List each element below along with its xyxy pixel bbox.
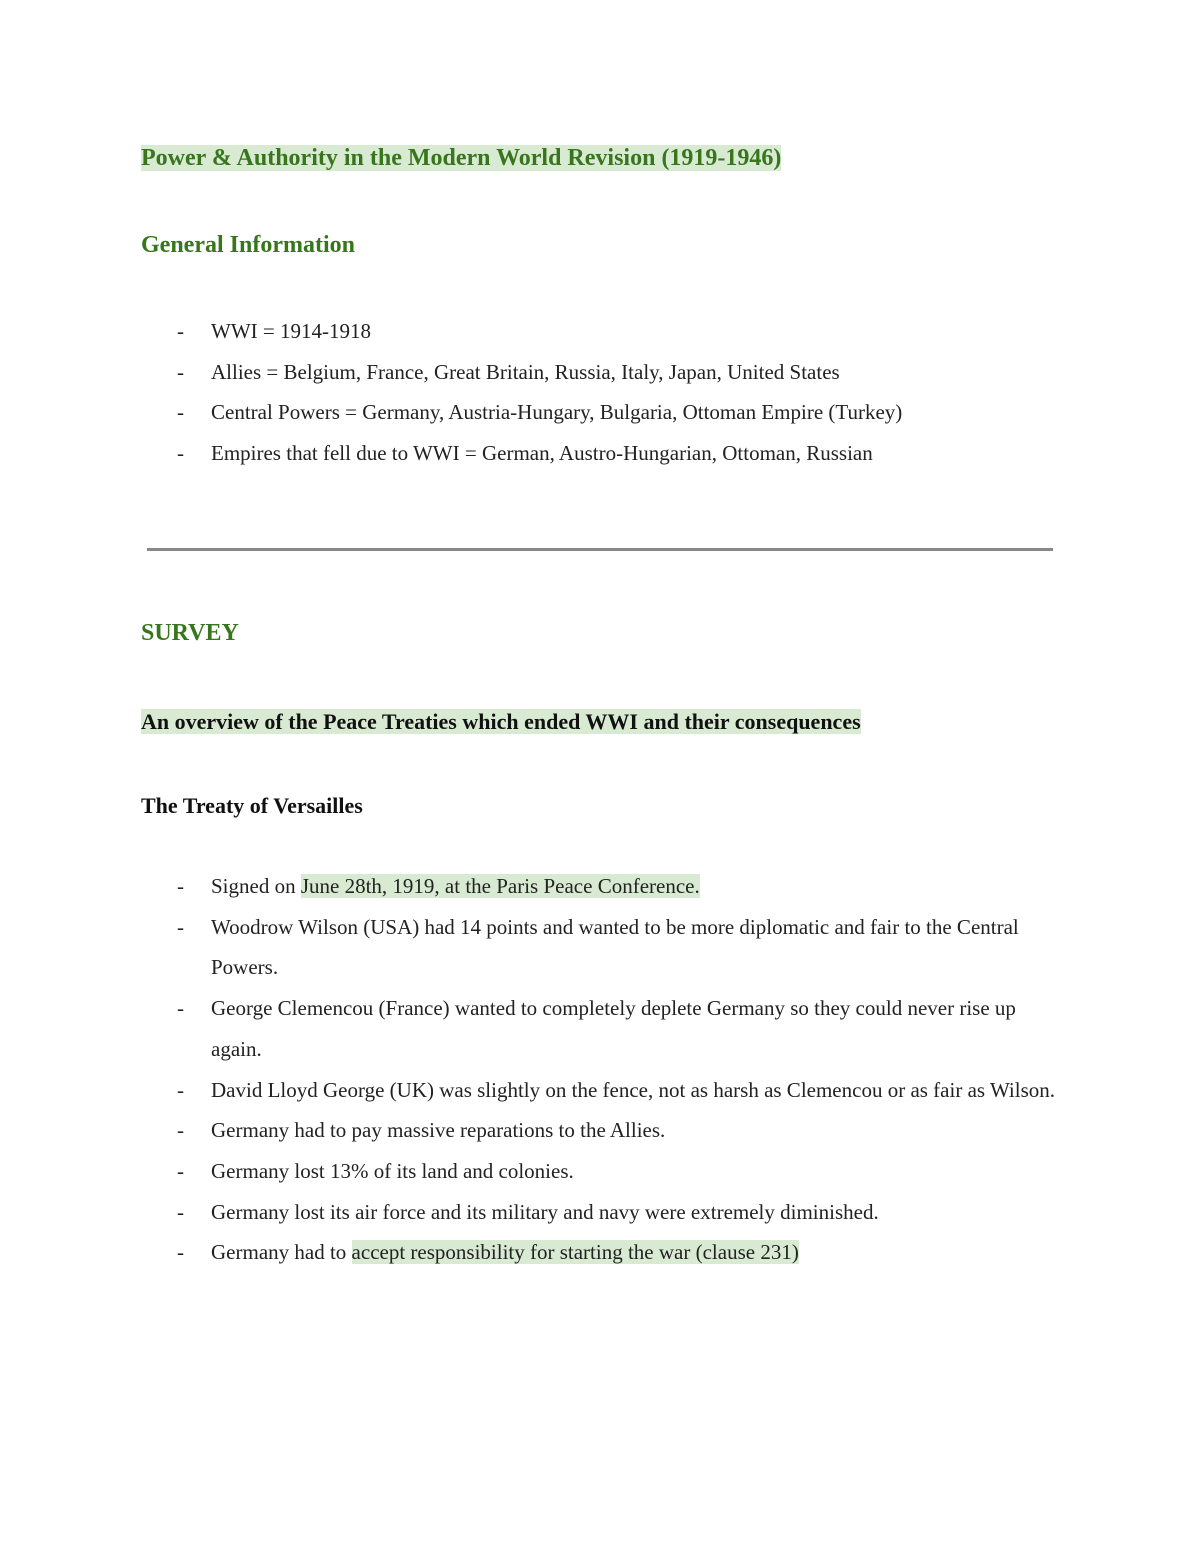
bullet-dash: - [177,874,184,898]
list-item [0,1232,1061,1273]
list-item [0,866,1061,907]
list-item-text: Empires that fell due to WWI = German, Austro-Hungarian, Ottoman, Russian [211,441,873,466]
list-item [0,352,1061,393]
list-item-text: Signed on [211,874,301,898]
bullet-dash: - [177,1240,184,1265]
list-item-text: Germany had to pay massive reparations to the Allies. [211,1118,666,1143]
list-item [0,907,1061,988]
list-item [0,988,1061,1069]
list-item-text: Allies = Belgium, France, Great Britain, Russia, Italy, Japan, United States [211,359,840,384]
bullet-dash: - [177,441,184,466]
general-info-heading: General Information [141,232,355,258]
survey-subheading [141,705,861,739]
list-item [0,433,1061,474]
page-title [141,140,781,176]
list-item-text: Germany lost 13% of its land and colonies. [211,1158,574,1183]
page-title-text: Power & Authority in the Modern World Revision (1919-1946) [141,145,782,171]
bullet-dash: - [177,914,184,939]
list-item-text: Germany lost its air force and its military and navy were extremely diminished. [211,1199,879,1224]
list-item-highlight: accept responsibility for starting the war (clause 231) [351,1240,799,1265]
list-item [0,1151,1061,1192]
list-item [0,1070,1061,1111]
survey-heading: SURVEY [141,620,239,646]
list-item-text: WWI = 1914-1918 [211,319,371,343]
bullet-dash: - [177,1077,184,1102]
survey-subheading-text: An overview of the Peace Treaties which ended WWI and their consequences [141,709,861,734]
bullet-dash: - [177,1199,184,1224]
bullet-dash: - [177,359,184,384]
list-item [0,1192,1061,1233]
list-item [0,311,1061,352]
treaty-list [0,866,1061,1273]
list-item-text: Central Powers = Germany, Austria-Hungary, Bulgaria, Ottoman Empire (Turkey) [211,400,903,425]
bullet-dash: - [177,319,184,343]
list-item-highlight: June 28th, 1919, at the Paris Peace Conference. [300,874,700,898]
general-info-list [0,311,1061,474]
list-item [0,392,1061,433]
horizontal-divider [147,548,1053,551]
treaty-section-title: The Treaty of Versailles [141,793,363,818]
list-item-text: George Clemencou (France) wanted to completely deplete Germany so they could never rise up again. [211,996,1016,1061]
bullet-dash: - [177,1118,184,1143]
bullet-dash: - [177,400,184,425]
list-item-text: Woodrow Wilson (USA) had 14 points and wanted to be more diplomatic and fair to the Central Powers. [211,914,1019,980]
list-item [0,1110,1061,1151]
list-item-text: Germany had to [211,1240,352,1265]
list-item-text: David Lloyd George (UK) was slightly on the fence, not as harsh as Clemencou or as fair as Wilson. [211,1077,1056,1102]
bullet-dash: - [177,1158,184,1183]
bullet-dash: - [177,996,184,1021]
